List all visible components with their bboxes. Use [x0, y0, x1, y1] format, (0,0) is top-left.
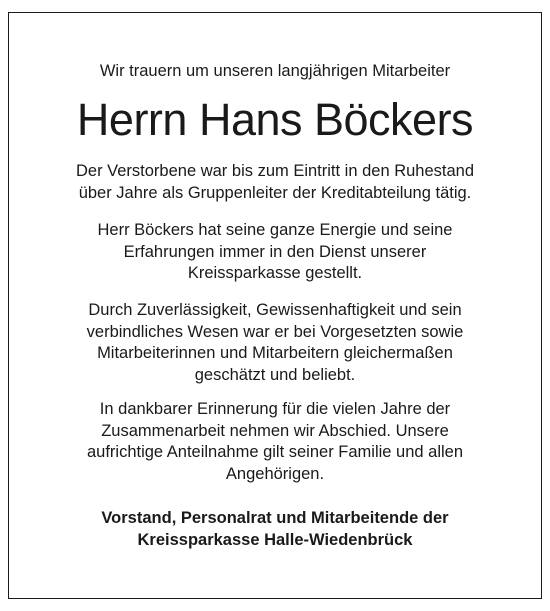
deceased-name: Herrn Hans Böckers: [76, 94, 474, 145]
paragraph-dedication: [39, 220, 511, 285]
signature-line: Kreissparkasse Halle-Wiedenbrück: [137, 531, 413, 549]
paragraph-character: [39, 300, 511, 386]
text-line: geschätzt und beliebt.: [194, 365, 356, 384]
text-line: aufrichtige Anteilnahme gilt seiner Familie und allen: [86, 443, 464, 461]
text-line: Der Verstorbene war bis zum Eintritt in den Ruhestand: [75, 162, 475, 180]
intro-line: Wir trauern um unseren langjährigen Mitarbeiter: [99, 62, 451, 80]
text-line: verbindliches Wesen war er bei Vorgesetzten sowie: [86, 322, 464, 341]
text-line: Kreissparkasse gestellt.: [187, 264, 363, 282]
text-line: über Jahre als Gruppenleiter der Kreditabteilung tätig.: [78, 183, 472, 202]
text-line: Durch Zuverlässigkeit, Gewissenhaftigkeit und sein: [88, 301, 462, 319]
signature-line: Vorstand, Personalrat und Mitarbeitende der: [101, 509, 449, 527]
text-line: Erfahrungen immer in den Dienst unserer: [123, 242, 427, 261]
text-line: Zusammenarbeit nehmen wir Abschied. Unsere: [101, 421, 449, 440]
text-line: Mitarbeiterinnen und Mitarbeitern gleichermaßen: [97, 344, 453, 362]
paragraph-career: [39, 161, 511, 204]
paragraph-farewell: [39, 399, 511, 485]
signature-block: [39, 507, 511, 551]
text-line: Angehörigen.: [225, 464, 325, 483]
text-line: Herr Böckers hat seine ganze Energie und seine: [97, 221, 453, 239]
obituary-notice: [8, 12, 542, 599]
text-line: In dankbarer Erinnerung für die vielen Jahre der: [99, 400, 451, 418]
